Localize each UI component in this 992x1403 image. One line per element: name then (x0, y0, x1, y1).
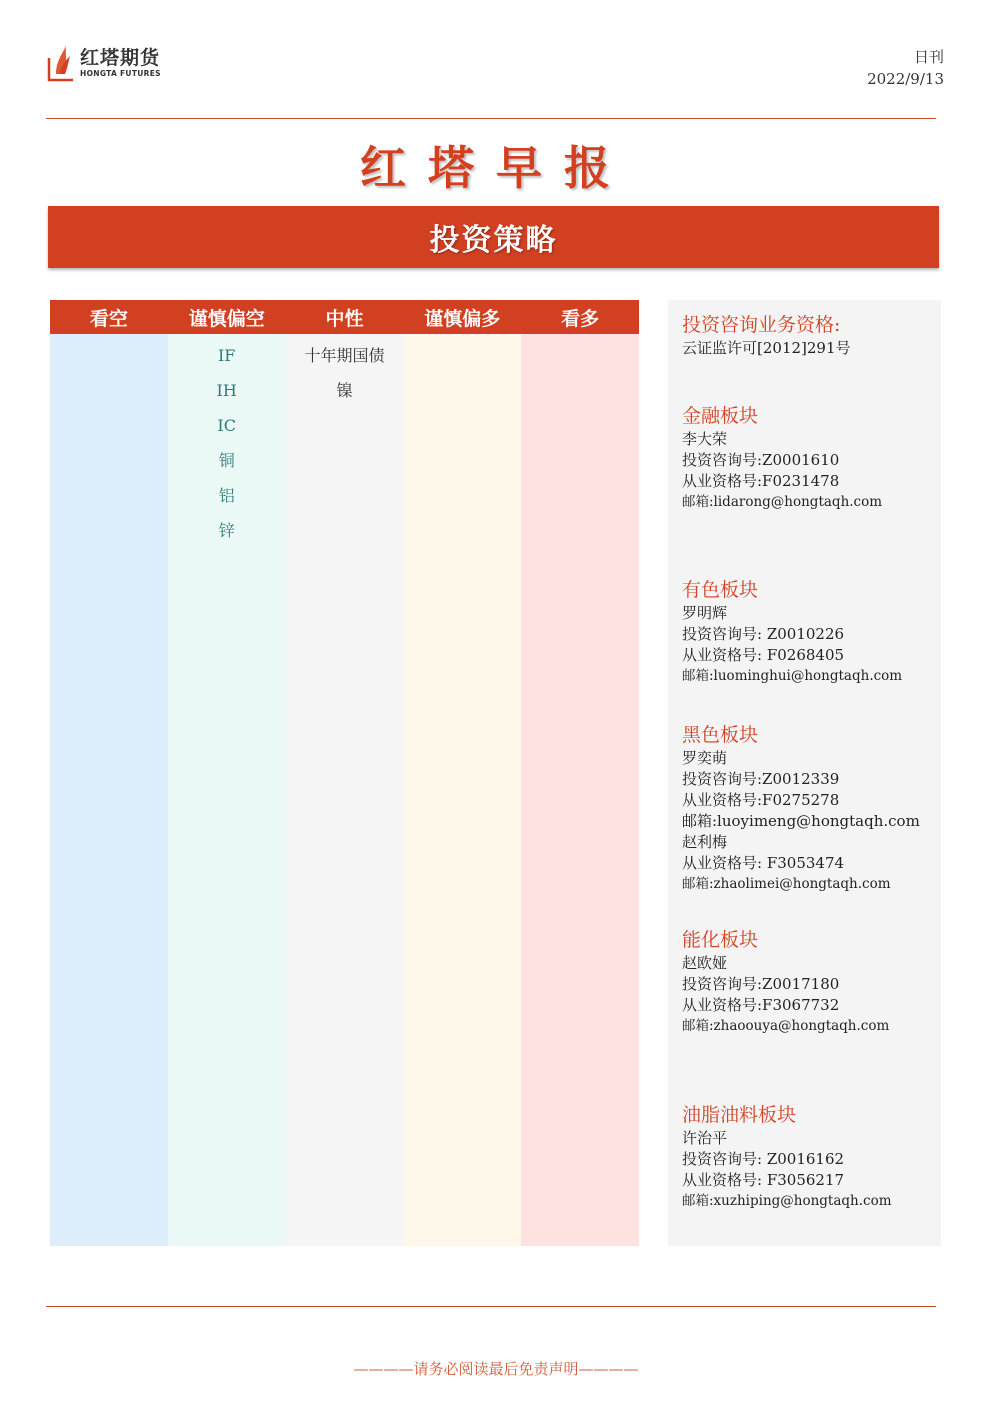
column-bullish (521, 334, 639, 1246)
analyst-email[interactable]: 邮箱:zhaoouya@hongtaqh.com (682, 1018, 890, 1034)
column-cautious-bullish (403, 334, 521, 1246)
consult-number: 投资咨询号: Z0016162 (682, 1150, 845, 1168)
section-banner (48, 206, 939, 268)
strategy-table (50, 300, 639, 1246)
analyst-name: 许治平 (682, 1129, 728, 1147)
practice-number-2: 从业资格号: F3053474 (682, 854, 845, 872)
header-cautious-bullish: 谨慎偏多 (424, 307, 501, 330)
table-cell: 锌 (218, 521, 235, 540)
strategy-table-header (50, 300, 639, 334)
header-cautious-bearish: 谨慎偏空 (188, 307, 265, 330)
analyst-email[interactable]: 邮箱:lidarong@hongtaqh.com (682, 494, 883, 510)
section-title: 金融板块 (682, 405, 759, 427)
analyst-sidebar (668, 300, 941, 1246)
header-bearish: 看空 (89, 307, 128, 330)
qualification-block (682, 312, 851, 359)
analyst-name: 罗明辉 (682, 604, 728, 622)
report-type: 日刊 (913, 48, 944, 66)
qualification-title: 投资咨询业务资格: (682, 314, 841, 336)
analyst-email[interactable]: 邮箱:xuzhiping@hongtaqh.com (682, 1193, 892, 1209)
logo-en-text: HONGTA FUTURES (80, 69, 161, 78)
practice-number: 从业资格号:F3067732 (682, 996, 840, 1014)
analyst-name: 李大荣 (682, 430, 728, 448)
nonferrous-block (682, 577, 902, 687)
ferrous-block (682, 722, 920, 895)
table-cell: IH (216, 381, 237, 400)
consult-number: 投资咨询号:Z0012339 (682, 770, 840, 788)
logo-cn-text: 红塔期货 (80, 47, 161, 69)
consult-number: 投资咨询号: Z0010226 (682, 625, 845, 643)
header-divider (46, 118, 936, 119)
header-neutral: 中性 (325, 307, 364, 330)
column-bearish (50, 334, 168, 1246)
table-cell: 十年期国债 (304, 346, 385, 365)
table-cell: 铜 (218, 451, 235, 470)
section-title: 油脂油料板块 (682, 1104, 797, 1126)
license-number: 云证监许可[2012]291号 (682, 339, 851, 357)
analyst-email[interactable]: 邮箱:luominghui@hongtaqh.com (682, 668, 903, 684)
oils-block (682, 1102, 892, 1212)
practice-number: 从业资格号:F0275278 (682, 791, 840, 809)
consult-number: 投资咨询号:Z0017180 (682, 975, 840, 993)
practice-number: 从业资格号: F0268405 (682, 646, 845, 664)
table-cell: IF (217, 346, 236, 365)
header-bullish: 看多 (561, 307, 600, 330)
disclaimer-note: ————请务必阅读最后免责声明———— (353, 1360, 639, 1378)
practice-number: 从业资格号: F3056217 (682, 1171, 845, 1189)
header-meta (867, 46, 944, 90)
analyst-email[interactable]: 邮箱:luoyimeng@hongtaqh.com (682, 812, 920, 830)
hongta-logo-icon (46, 44, 76, 82)
energy-block (682, 927, 889, 1037)
practice-number: 从业资格号:F0231478 (682, 472, 840, 490)
section-title: 有色板块 (682, 579, 759, 601)
analyst-name: 赵欧娅 (682, 954, 728, 972)
banner-title: 投资策略 (429, 223, 558, 258)
table-cell: 铝 (218, 486, 235, 505)
page-title: 红塔早报 (360, 141, 632, 195)
report-date: 2022/9/13 (867, 70, 944, 88)
table-cell: IC (217, 416, 236, 435)
company-logo (46, 44, 161, 82)
column-cautious-bearish (168, 334, 286, 1246)
section-title: 能化板块 (682, 929, 759, 951)
analyst-name-2: 赵利梅 (682, 833, 728, 851)
consult-number: 投资咨询号:Z0001610 (682, 451, 840, 469)
analyst-email-2[interactable]: 邮箱:zhaolimei@hongtaqh.com (682, 876, 891, 892)
footer-divider (46, 1306, 936, 1307)
analyst-name: 罗奕萌 (682, 749, 728, 767)
table-cell: 镍 (336, 381, 353, 400)
column-neutral (286, 334, 404, 1246)
section-title: 黑色板块 (682, 724, 759, 746)
finance-block (682, 403, 882, 513)
